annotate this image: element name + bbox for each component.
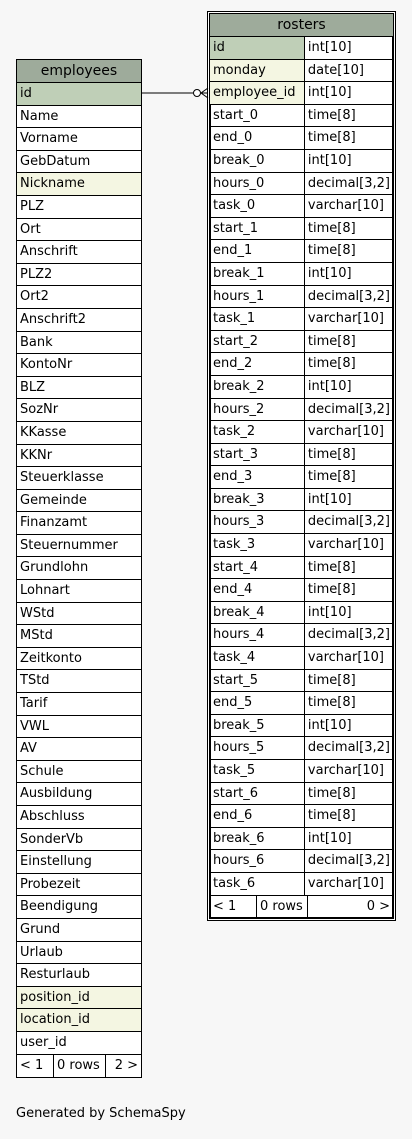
employees-column-name: Gemeinde [20,492,87,508]
rosters-column-name: task_2 [210,421,305,443]
rosters-column-type: time[8] [307,808,356,824]
rosters-column-type: varchar[10] [307,763,385,778]
rosters-column-type: varchar[10] [307,311,385,327]
rosters-column-type: decimal[3,2] [307,740,390,756]
rosters-column-name: hours_1 [210,286,305,308]
employees-column-name: Lohnart [20,583,70,599]
employees-column-name: location_id [20,1012,90,1028]
rosters-column-name: employee_id [210,82,305,104]
rosters-column-name: start_6 [210,783,305,805]
employees-column-name: Beendigung [20,899,98,915]
rosters-column-name: start_5 [210,670,305,692]
employees-column-name: Anschrift [20,244,78,260]
employees-column-name: KKasse [20,424,67,440]
employees-column-name: SozNr [20,402,59,418]
rosters-column-type: int[10] [307,717,352,733]
employees-column-name: Finanzamt [20,515,88,531]
employees-column-name: Resturlaub [20,967,90,983]
rosters-column-type: varchar[10] [307,650,385,666]
employees-column-name: WStd [20,605,55,621]
rosters-column-name: break_2 [210,376,305,398]
employees-column-name: Ausbildung [20,786,93,802]
rosters-column-name: start_2 [210,331,305,353]
rosters-column-type: time[8] [307,469,356,485]
employees-column-name: Probezeit [20,876,81,892]
employees-column-name: Einstellung [20,854,92,870]
crows-foot-marker [201,88,208,98]
rosters-column-name: task_6 [210,873,305,895]
rosters-column-name: hours_0 [210,173,305,195]
employees-column-name: PLZ2 [20,266,53,282]
employees-row-count: 0 rows [54,1055,106,1077]
employees-column-name: Grund [20,921,61,937]
employees-column-name: Abschluss [20,809,85,824]
rosters-column-name: start_1 [210,218,305,240]
rosters-column-type: int[10] [307,85,352,101]
employees-column-name: Zeitkonto [20,650,82,666]
rosters-children-count: 0 > [366,898,390,914]
rosters-column-name: start_3 [210,444,305,466]
employees-column-name: Ort [20,221,41,237]
rosters-column-type: time[8] [307,220,356,236]
employees-column-name: Nickname [20,176,85,192]
rosters-column-type: int[10] [307,491,352,507]
rosters-column-name: break_6 [210,828,305,850]
rosters-column-name: task_3 [210,534,305,556]
rosters-column-name: break_3 [210,489,305,511]
rosters-column-type: decimal[3,2] [307,401,390,417]
employees-column-name: BLZ [20,379,46,395]
employees-column-name: Steuerklasse [20,470,104,486]
rosters-column-type: int[10] [307,604,352,620]
rosters-column-type: varchar[10] [307,537,385,553]
rosters-column-name: monday [210,60,305,82]
rosters-table-title[interactable]: rosters [210,14,393,37]
employees-column-name: SonderVb [20,831,84,847]
rosters-column-name: start_0 [210,105,305,127]
employees-column-name: AV [20,741,37,757]
employees-children-count[interactable]: 2 > [114,1057,138,1073]
rosters-column-type: time[8] [307,582,356,598]
rosters-column-type: date[10] [307,62,364,78]
rosters-column-name: end_4 [210,579,305,601]
rosters-column-name: task_0 [210,195,305,217]
rosters-column-type: int[10] [307,152,352,168]
employees-column-name: VWL [20,718,49,734]
rosters-column-type: varchar[10] [307,198,385,214]
rosters-column-type: time[8] [307,243,356,259]
rosters-column-name: end_5 [210,692,305,714]
rosters-column-name: end_0 [210,127,305,149]
employees-table-title[interactable]: employees [17,60,141,83]
rosters-column-type: time[8] [307,559,356,575]
employees-column-name: KKNr [20,447,53,463]
rosters-column-name: task_1 [210,308,305,330]
rosters-column-type: varchar[10] [307,424,385,440]
employees-column-name: Bank [20,334,53,350]
rosters-column-name: task_5 [210,760,305,782]
employees-column-name: Name [20,108,59,124]
rosters-column-name: hours_3 [210,511,305,533]
employees-column-name: GebDatum [20,153,91,169]
rosters-column-name: break_5 [210,715,305,737]
rosters-column-type: time[8] [307,446,356,462]
rosters-column-type: time[8] [307,672,356,688]
rosters-column-name: hours_5 [210,737,305,759]
employees-column-name: Tarif [20,696,48,712]
rosters-column-name: hours_6 [210,850,305,872]
rosters-column-type: varchar[10] [307,875,385,891]
rosters-column-type: decimal[3,2] [307,853,390,869]
generated-by-caption: Generated by SchemaSpy [16,1106,186,1121]
employees-column-name: Vorname [20,131,78,147]
rosters-column-name: break_1 [210,263,305,285]
employees-column-name: KontoNr [20,357,73,373]
employees-column-name: user_id [20,1034,67,1050]
rosters-column-name: start_4 [210,557,305,579]
employees-column-name: Steuernummer [20,537,118,553]
rosters-column-name: id [210,37,305,59]
rosters-parents-count[interactable]: < 1 [210,896,257,918]
rosters-column-type: decimal[3,2] [307,175,390,191]
rosters-column-type: decimal[3,2] [307,288,390,304]
rosters-column-type: decimal[3,2] [307,514,390,530]
rosters-column-type: int[10] [307,40,352,55]
zero-optional-marker [194,90,201,97]
rosters-column-name: hours_4 [210,624,305,646]
rosters-column-type: int[10] [307,378,352,394]
employees-column-name: position_id [20,989,90,1005]
rosters-column-name: end_3 [210,466,305,488]
rosters-column-name: end_2 [210,353,305,375]
rosters-column-type: time[8] [307,356,356,372]
employees-parents-count[interactable]: < 1 [17,1055,54,1077]
employees-column-name: Schule [20,763,64,779]
rosters-column-type: decimal[3,2] [307,627,390,643]
rosters-column-name: break_0 [210,150,305,172]
rosters-column-type: time[8] [307,130,356,146]
rosters-column-name: end_1 [210,240,305,262]
rosters-column-name: task_4 [210,647,305,669]
rosters-column-type: time[8] [307,333,356,349]
rosters-column-name: hours_2 [210,399,305,421]
rosters-column-type: time[8] [307,695,356,711]
rosters-column-type: int[10] [307,830,352,846]
employees-column-name: PLZ [20,198,44,214]
rosters-row-count: 0 rows [257,896,308,918]
employees-column-name: Anschrift2 [20,311,86,327]
employees-column-name: MStd [20,628,53,644]
rosters-column-name: end_6 [210,805,305,827]
employees-column-name: Urlaub [20,944,63,960]
employees-column-name: Grundlohn [20,560,89,576]
rosters-column-type: time[8] [307,107,356,123]
rosters-column-name: break_4 [210,602,305,624]
rosters-column-type: int[10] [307,265,352,281]
employees-column-name: Ort2 [20,289,49,305]
employees-column-name: id [20,86,32,101]
employees-column-name: TStd [20,673,50,689]
rosters-column-type: time[8] [307,785,356,801]
